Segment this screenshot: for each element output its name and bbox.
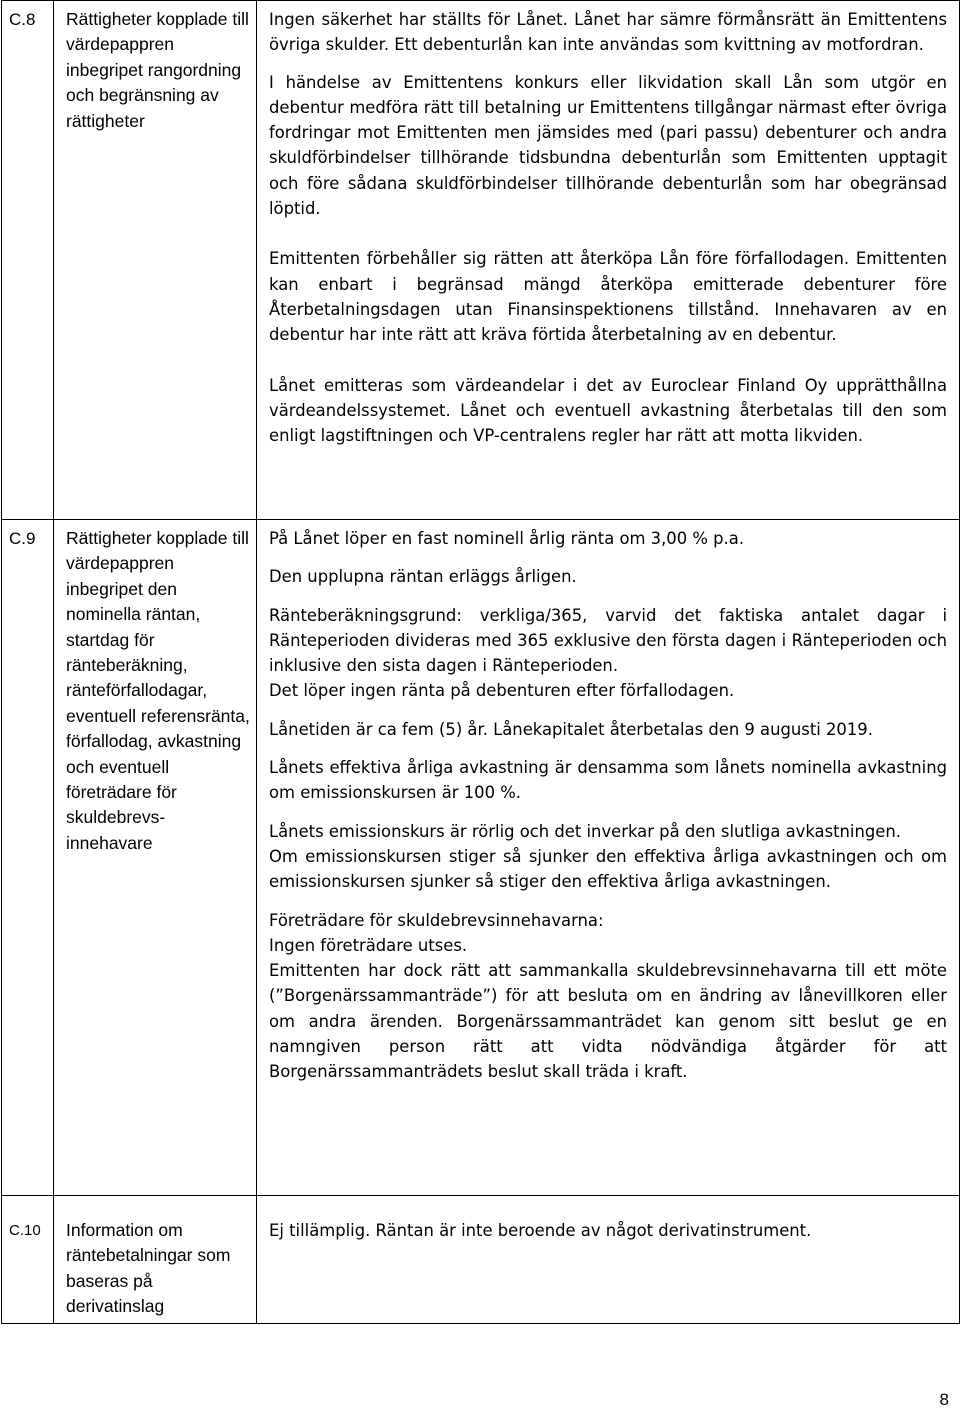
- paragraph: Det löper ingen ränta på debenturen efter förfallodagen.: [269, 681, 735, 701]
- section-content: [257, 1, 960, 520]
- section-content: [257, 520, 960, 1196]
- paragraph: Lånet emitteras som värdeandelar i det av Euroclear Finland Oy upprätthållna värdeandelssystemet. Lånet och eventuell avkastning återbetalas till den som enligt lagstiftningen och VP-centralens regler har rätt att motta likviden.: [269, 375, 947, 446]
- section-number: C.10: [2, 1196, 54, 1324]
- paragraph: Emittenten förbehåller sig rätten att återköpa Lån före förfallodagen. Emittenten kan enbart i begränsad mängd återköpa emitterade debenturer före Återbetalningsdagen utan Finansinspektionens tillstånd. Innehavaren av en debentur har inte rätt att kräva förtida återbetalning av en debentur.: [269, 249, 947, 345]
- section-content: [257, 1196, 960, 1324]
- table-row: [2, 1, 960, 520]
- section-number: C.9: [2, 520, 54, 1196]
- paragraph: I händelse av Emittentens konkurs eller likvidation skall Lån som utgör en debentur medföra rätt till betalning ur Emittentens tillgångar närmast efter övriga fordringar mot Emittenten men jämsides med (pari passu) debenturer och andra skuldförbindelser tillhörande tidsbundna debenturlån som Emittenten upptagit och före sådana skuldförbindelser tillhörande debenturlån som har obegränsad löptid.: [269, 72, 947, 219]
- paragraph: Emittenten har dock rätt att sammankalla skuldebrevsinnehavarna till ett möte (”Borgenärssammanträde”) för att besluta om en ändring av lånevillkoren eller om andra ärenden. Borgenärssammanträdet kan genom sitt beslut ge en namngiven person rätt att vidta nödvändiga åtgärder för att Borgenärssammanträdets beslut skall träda i kraft.: [269, 961, 947, 1082]
- paragraph: Den upplupna räntan erläggs årligen.: [269, 567, 577, 587]
- page-number: 8: [939, 1390, 949, 1409]
- paragraph: Ränteberäkningsgrund: verkliga/365, varvid det faktiska antalet dagar i Ränteperioden divideras med 365 exklusive den första dagen i Ränteperioden och inklusive den sista dagen i Ränteperioden.: [269, 605, 947, 676]
- paragraph: Lånetiden är ca fem (5) år. Lånekapitalet återbetalas den 9 augusti 2019.: [269, 719, 873, 739]
- section-label: Rättigheter kopplade till värdepappren inbegripet rangordning och begränsning av rättigheter: [54, 1, 257, 520]
- paragraph: Ingen säkerhet har ställts för Lånet. Lånet har sämre förmånsrätt än Emittentens övriga skulder. Ett debenturlån kan inte användas som kvittning av motfordran.: [269, 10, 947, 55]
- table-row: [2, 1196, 960, 1324]
- paragraph: Ej tillämplig. Räntan är inte beroende av något derivatinstrument.: [269, 1221, 812, 1240]
- paragraph: Lånets effektiva årliga avkastning är densamma som lånets nominella avkastning om emissionskursen är 100 %.: [269, 758, 947, 803]
- paragraph: Företrädare för skuldebrevsinnehavarna:: [269, 910, 604, 930]
- paragraph: Ingen företrädare utses.: [269, 935, 468, 955]
- section-label: Information om räntebetalningar som baseras på derivatinslag: [54, 1196, 257, 1324]
- section-label: Rättigheter kopplade till värdepappren inbegripet den nominella räntan, startdag för ränteberäkning, ränteförfallodagar, eventuell referensränta, förfallodag, avkastning och eventuell företrädare för skuldebrevs- innehavare: [54, 520, 257, 1196]
- paragraph: Lånets emissionskurs är rörlig och det inverkar på den slutliga avkastningen.: [269, 821, 901, 841]
- section-number: C.8: [2, 1, 54, 520]
- paragraph: På Lånet löper en fast nominell årlig ränta om 3,00 % p.a.: [269, 529, 745, 548]
- table-row: [2, 520, 960, 1196]
- paragraph: Om emissionskursen stiger så sjunker den effektiva årliga avkastningen och om emissionskursen sjunker så stiger den effektiva årliga avkastningen.: [269, 846, 947, 892]
- summary-table: [1, 0, 960, 1324]
